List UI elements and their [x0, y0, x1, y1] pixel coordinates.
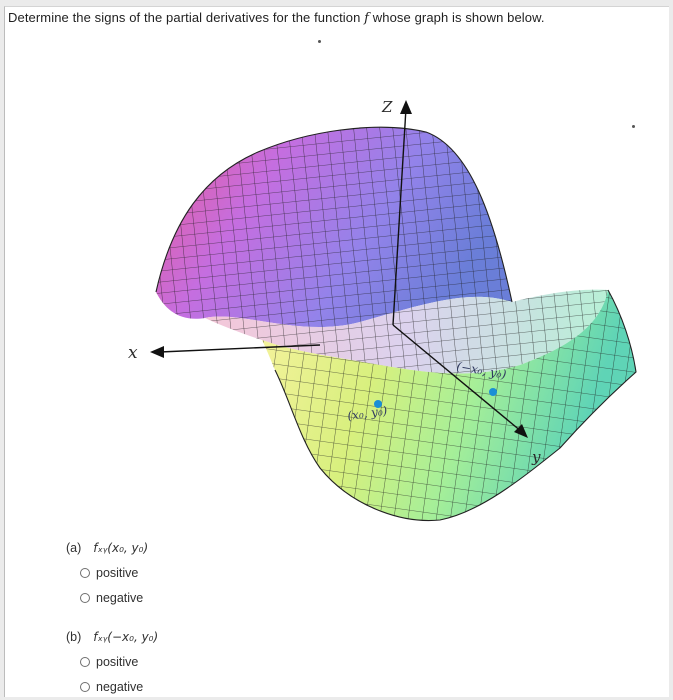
y-axis-label: y — [532, 448, 541, 466]
question-prompt: Determine the signs of the partial derivatives for the function f whose graph is shown below. — [8, 10, 545, 26]
svg-text:(−x₀, y₀): (−x₀, y₀) — [455, 359, 508, 382]
x-axis-label: x — [128, 343, 138, 363]
radio-button[interactable] — [80, 657, 90, 667]
part-b — [66, 630, 158, 694]
svg-text:(x₀, y₀): (x₀, y₀) — [346, 403, 389, 423]
part-b-expression: fₓᵧ(−x₀, y₀) — [93, 630, 159, 644]
radio-button[interactable] — [80, 593, 90, 603]
stray-dot — [318, 40, 321, 43]
part-b-option-positive[interactable]: positive — [80, 655, 158, 669]
function-variable: f — [364, 11, 370, 26]
part-a-option-positive[interactable]: positive — [80, 566, 148, 580]
part-a-label: (a) — [66, 541, 82, 555]
part-a-option-negative[interactable]: negative — [80, 591, 148, 605]
part-a — [66, 541, 148, 605]
z-axis-label: Z — [382, 98, 393, 116]
radio-button[interactable] — [80, 682, 90, 692]
radio-button[interactable] — [80, 568, 90, 578]
part-b-label: (b) — [66, 630, 82, 644]
stray-dot — [632, 125, 635, 128]
part-b-option-negative[interactable]: negative — [80, 680, 158, 694]
part-a-expression: fₓᵧ(x₀, y₀) — [93, 541, 149, 555]
